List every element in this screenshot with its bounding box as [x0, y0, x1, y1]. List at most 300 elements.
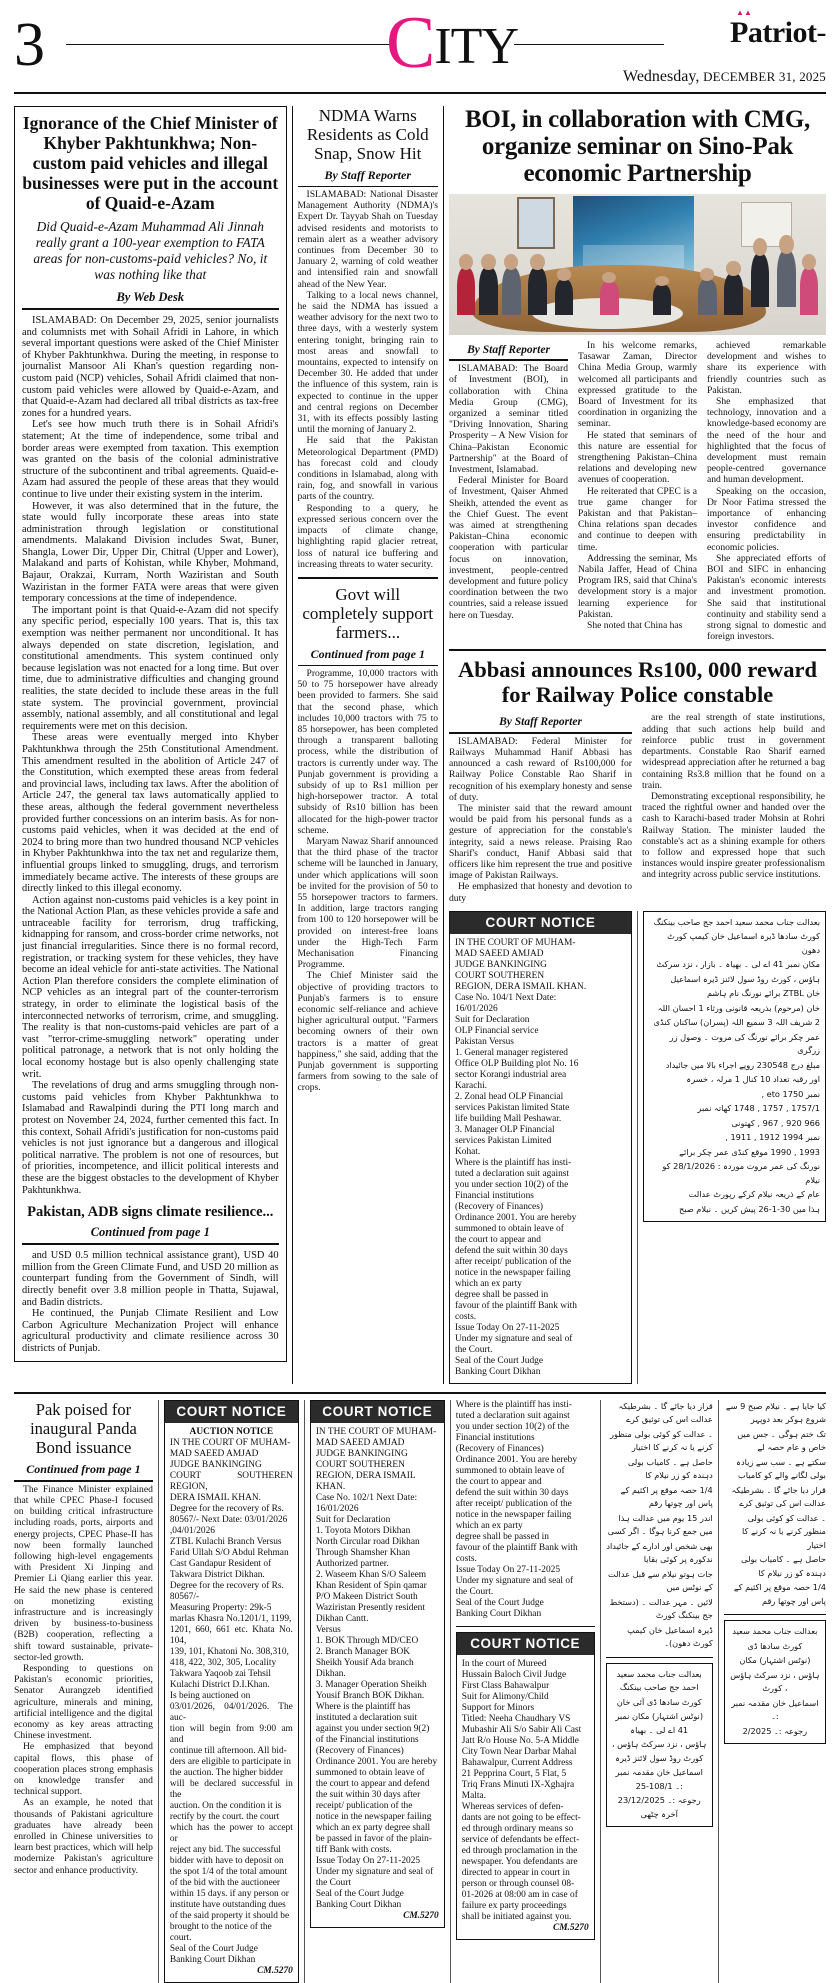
notice-line: DERA ISMAIL KHAN. — [169, 1492, 261, 1503]
paragraph: In his welcome remarks, Tasawar Zaman, Director China Media Group, warmly welcomed all participants and expressed gratitude to the Board of Investment for its coordination in organizing the seminar. — [578, 340, 697, 430]
notice-line: the Court. — [455, 1586, 494, 1597]
notice-line: Case No. 104/1 Next Date: — [455, 992, 557, 1003]
notice-line: ed through proclamation in the — [461, 1845, 578, 1856]
column-right — [449, 106, 826, 1384]
notice-line: you under section 10(2) of the — [455, 1179, 569, 1190]
page-content — [14, 106, 826, 1983]
brand-name: Patriot — [730, 16, 817, 49]
paragraph: achieved remarkable development and wishes to share its experience with friendly countries such as Pakistan. — [707, 340, 826, 396]
notice-line: 16/01/2026 — [455, 1003, 498, 1014]
photo-attendee — [751, 253, 770, 307]
paragraph: Demonstrating exceptional responsibility, he traced the rightful owner and handed over the cash to Karachi-based trader Mohsin at Rohri Railway Station. The minister lauded the constable's act as a shining example for others to follow and expressed hope that such instances would inspire greater professionalism and integrity across public service institutions. — [642, 790, 825, 881]
column-left — [14, 106, 287, 1384]
notice-line: COURT SOUTHEREN — [315, 1459, 405, 1470]
notice-line: KHAN. — [315, 1481, 346, 1492]
notice-line: which has the power to accept or — [169, 1822, 293, 1844]
seminar-photo — [449, 194, 826, 335]
section-divider — [606, 1657, 713, 1658]
paragraph: He continued, the Punjab Climate Resilient and Low Carbon Agriculture Mechanization Project will enhance agricultural productivity and climate resilience across 30 districts of Punjab. — [22, 1308, 279, 1354]
notice-line: Karachi. — [455, 1080, 488, 1091]
paragraph: She emphasized that technology, innovation and a knowledge-based economy are the need of the hour and highlighted that the focus of development must remain people-centred governance and human development. — [707, 396, 826, 486]
notice-line: Takwara Yaqoob zai Tehsil — [169, 1668, 271, 1679]
notice-line: Khan Resident of Spin qamar — [315, 1580, 427, 1591]
notice-line: Ordinance 2001. You are hereby — [455, 1454, 578, 1465]
adb-continued-label: Continued from page 1 — [22, 1225, 279, 1245]
notice-line: person or through counsel 08- — [461, 1878, 575, 1889]
notice-line: shall be initiated against you. — [461, 1911, 572, 1922]
notice-line: directed to appear in court in — [461, 1867, 570, 1878]
notice-line: حاصل ہے ۔ کامیاب بولی دہندہ کو زر نیلام کا — [627, 1456, 713, 1481]
notice-line: services Pakistan Limited — [455, 1135, 552, 1146]
paragraph: He stated that seminars of this nature are essential for strengthening Pakistan–China relations and developing new avenues of cooperation. — [578, 429, 697, 486]
notice-line: defend the suit within 30 days — [455, 1245, 568, 1256]
notice-line: بعدالت جناب محمد سعید — [732, 1626, 818, 1637]
notice-line: notice in the newspaper failing — [315, 1811, 432, 1822]
court-notice-box — [164, 1400, 299, 1983]
notice-line: Titled: Neeha Chaudhary VS — [461, 1713, 571, 1724]
photo-attendee — [502, 267, 521, 315]
paragraph: He emphasized that beyond capital flows, this phase of cooperation places strong emphasis on knowledge transfer and technical support. — [14, 1741, 153, 1798]
notice-line: 1/4 حصہ موقع پر اکثیم کے پاس اور چوتھا رقم — [620, 1484, 713, 1509]
notice-line: costs. — [455, 1311, 477, 1322]
notice-line: بعدالت جناب محمد سعید احمد جج صاحب بینکنگ — [653, 916, 820, 927]
notice-line: (Recovery of Finances) — [455, 1201, 543, 1212]
notice-line: Where is the plaintiff has insti- — [455, 1399, 572, 1410]
notice-line: Banking Court Dikhan — [455, 1366, 541, 1377]
abbasi-columns — [449, 712, 826, 903]
notice-line: favour of the plaintiff Bank with — [455, 1542, 578, 1553]
masthead-rule-left — [66, 44, 396, 45]
boi-columns — [449, 340, 826, 642]
notice-line: Issue Today On 27-11-2025 — [315, 1855, 421, 1866]
notice-line: 418, 422, 302, 305, Locality — [169, 1657, 277, 1668]
paragraph: These areas were eventually merged into Khyber Pakhtunkhwa through the 25th Constitutional Amendment. This amendment resulted in the abolition of Article 247 of the Constitution, which exempted these areas from federal and provincial laws, including tax laws. After the abolition of Article 247, the general tax laws automatically applied to these areas, although the federal government nevertheless provided further concessions on an interim basis. As for non-customs paid vehicles, when it was decided at the end of 2024 to bring more than two hundred thousand NCP vehicles in Khyber Pakhtunkhwa into the tax net and regularize them, influential groups linked to smuggling, drugs, and terrorism immediately became active. The interests of these groups are directly linked to this illegal economy. — [22, 732, 279, 895]
top-columns — [14, 106, 826, 1384]
court-notice-box — [449, 911, 632, 1384]
boi-column-1 — [449, 340, 568, 642]
paragraph: The important point is that Quaid-e-Azam did not specify any specific period, especially 100 years. That is, this tax exemption was neither permanent nor unconditional. It has always depended on state discretion, legislation, and constitutional amendments. This system continued only because legislation was not enacted for a long time. But over time, due to administrative difficulties and changing ground realities, the state decided to include these areas in the full state system. The provincial government, provincial assembly, national assembly, and all constitutional and legal requirements were met on this decision. — [22, 604, 279, 732]
farmers-body — [298, 668, 439, 1094]
urdu-notice-box — [724, 1620, 826, 1744]
notice-line: Suit for Declaration — [455, 1014, 530, 1025]
notice-line: Ordinance 2001. You are hereby — [455, 1212, 577, 1223]
notice-line: reject any bid. The successful — [169, 1844, 281, 1855]
notice-line: Sheikh Yousif Ada branch — [315, 1657, 414, 1668]
brand-dash: - — [816, 16, 826, 49]
notice-line: court. — [169, 1932, 192, 1943]
notice-line: Where is the plaintiff has — [315, 1701, 411, 1712]
notice-line: رجوعہ :۔ 23/12/2025 آخرہ چٹھی — [617, 1795, 701, 1819]
paragraph: However, it was also determined that in the future, the state would fully incorporate these areas into state administration through legislation or constitutional amendments. Malakand Division includes Swat, Buner, Shangla, Lower Dir, Upper Dir, Chitral (Upper and Lower), Malakand and parts of Kohistan, while Khyber, Mohmand, Bajaur, Orakzai, Kurram, North Waziristan and South Waziristan in the former FATA were areas that were given temporary concessions at the time of independence. — [22, 500, 279, 605]
notice-line: bidder with have to deposit on — [169, 1855, 284, 1866]
notice-ref: CM.5270 — [257, 1965, 293, 1976]
farmers-headline: Govt will completely support farmers... — [302, 584, 434, 642]
section-divider — [724, 1614, 826, 1615]
notice-line: Under my signature and seal of — [315, 1866, 434, 1877]
notice-line: IN THE COURT OF MUHAM- — [455, 937, 576, 948]
column-gap — [632, 712, 642, 903]
notice-line: OLP Financial service — [455, 1025, 539, 1036]
court-notice-body — [450, 934, 631, 1383]
paragraph: and USD 0.5 million technical assistance grant), USD 40 million from the Green Climate Fund, and USD 20 million as counterpart funding from the Government of Sindh, will directly benefit over 3.8 million people in Thatta, Sujawal, and Badin districts. — [22, 1250, 279, 1308]
notice-line: Authorized partner. — [315, 1558, 389, 1569]
notice-line: 2. Zonal head OLP Financial — [455, 1091, 564, 1102]
notice-line: Mubashir Ali S/o Sabir Ali Cast — [461, 1724, 582, 1735]
notice-line: Kulachi District D.I.Khan. — [169, 1679, 270, 1690]
urdu-notice-box — [606, 1663, 713, 1828]
notice-line: Triq Frans Minuti IX-Xghajra — [461, 1779, 575, 1790]
notice-ref: CM.5270 — [403, 1910, 439, 1921]
notice-line: 1/4 حصہ موقع پر اکثیم کے پاس اور چوتھا رقم — [733, 1582, 826, 1606]
boi-headline: BOI, in collaboration with CMG, organize seminar on Sino-Pak economic Partnership — [465, 106, 810, 187]
notice-line: Financial institutions — [455, 1432, 535, 1443]
notice-line: بھی شخص اور ادارے کے جائیداد ندکورہ پر کوئی بقایا — [606, 1540, 713, 1565]
notice-line: ہاؤس ، نزد سرکٹ ہاؤس ، کورٹ — [730, 1669, 820, 1694]
notice-line: نمبر 1750 eto , — [761, 1088, 820, 1099]
notice-line: کورٹ سادھا ڈی آئی خان — [616, 1696, 702, 1707]
notice-line: COURT SOUTHEREN REGION, — [169, 1470, 293, 1492]
notice-line: instituted a declaration suit — [315, 1712, 418, 1723]
notice-line: ,04/01/2026 — [169, 1525, 215, 1536]
notice-line: 1. General manager registered — [455, 1047, 568, 1058]
notice-line: کیا جایا ہے ۔ نیلام صبح 9 سے شروع ہوکر بعد دوپہر — [725, 1400, 826, 1425]
notice-line: Is being auctioned on — [169, 1690, 251, 1701]
notice-line: Dikhan. — [315, 1668, 346, 1679]
notice-line: will be declared successful in the — [169, 1778, 293, 1800]
notice-line: عام کے ذریعہ نیلام کرکے رپورٹ عدالت — [688, 1189, 820, 1200]
notice-line: favour of the plaintiff Bank with — [455, 1300, 577, 1311]
boi-column-3 — [707, 340, 826, 642]
section-divider — [456, 1626, 595, 1627]
notice-line: قرار دیا جائے گا ۔ بشرطیکہ عدالت اس کی توثیق کرے — [618, 1400, 713, 1425]
notice-line: 80567/- — [169, 1591, 200, 1602]
notice-line: costs. — [455, 1553, 477, 1564]
section-title — [386, 2, 518, 84]
court-notice-body — [457, 1655, 594, 1939]
notice-line: failure ex party proceedings — [461, 1900, 567, 1911]
abbasi-column-1 — [449, 712, 632, 903]
notice-line: اسماعیل خان مقدمہ نمبر :۔ 108/1-25 — [615, 1767, 703, 1791]
notice-line: dants are not going to be effect- — [461, 1812, 581, 1823]
notice-line: Under my signature and seal of — [455, 1575, 574, 1586]
notice-line: 3. Manager Operation Sheikh — [315, 1679, 427, 1690]
notice-line: ders are eligible to participate in — [169, 1756, 291, 1767]
notice-line: Kohat. — [455, 1146, 481, 1157]
notice-line: Pakistan Versus — [455, 1036, 514, 1047]
auction-notice-lines — [170, 1438, 293, 1966]
photo-attendee — [528, 267, 547, 315]
notice-line: Office OLP Building plot No. 16 — [455, 1058, 579, 1069]
newspaper-page — [0, 2, 840, 1976]
notice-line: of the bid with the auctioneer — [169, 1877, 281, 1888]
section-divider — [449, 649, 826, 651]
notice-line: IN THE COURT OF MUHAM- — [169, 1437, 291, 1448]
notice-line: Ordinance 2001. You are hereby — [315, 1756, 438, 1767]
panda-headline: Pak poised for inaugural Panda Bond issuance — [30, 1399, 137, 1457]
paragraph: ISLAMABAD: On December 29, 2025, senior journalists and columnists met with Sohail Afridi in Lahore, in which several important questions were asked of the Chief Minister of Khyber Pakhtunkhwa. During the meeting, in response to journalist Mansoor Ali Khan's question regarding non-custom paid (NCP) vehicles, Sohail Afridi claimed that non-custom paid vehicles were allowed by Quaid-e-Azam, and that Quaid-e-Azam had declared all tribal districts as tax-free zones for a hundred years. — [22, 315, 279, 419]
notice-line: 16/01/2026 — [315, 1503, 359, 1514]
notice-line: Issue Today On 27-11-2025 — [455, 1322, 560, 1333]
column-divider — [718, 1400, 719, 1983]
paragraph: Talking to a local news channel, he said the NDMA has issued a weather advisory for the next two to three days, with a westerly system entering tonight, bringing rain to most areas and snowfall to mountains, expected to intensify on December 30. He added that under the influence of this system, rain is expected to continue in the upper and central regions on December 31, with its effects possibly lasting until the morning of January 2. — [297, 289, 439, 436]
notice-line: degree shall be passed in — [455, 1289, 549, 1300]
brand-accent-mark: ▲▲ — [736, 8, 752, 17]
notice-line: اندر 15 یوم میں عدالت ہذا میں جمع کرنا ہوگا ۔ اگر کسی — [607, 1512, 713, 1537]
column-middle — [298, 106, 439, 1384]
notice-line: the auction. The higher bidder — [169, 1767, 283, 1778]
court-notice-body — [165, 1423, 298, 1982]
notice-line: against you under section 9(2) — [315, 1723, 430, 1734]
notice-line: of the Financial institutions — [315, 1734, 419, 1745]
bottom-section-rule — [14, 1392, 826, 1394]
masthead-bottom-rule — [14, 92, 826, 94]
notice-line: Yousif Branch BOK Dikhan. — [315, 1690, 425, 1701]
main-article-headline: Ignorance of the Chief Minister of Khyber Pakhtunkhwa; Non-custom paid vehicles and illegal businesses were put in the account of Quaid-e-Azam — [22, 113, 279, 213]
notice-line: life building Mall Peshawar. — [455, 1113, 562, 1124]
court-notice-1 — [449, 911, 632, 1384]
notice-line: 1757/1 , 1757 , 1748 کھاتہ نمبر — [697, 1103, 820, 1114]
paragraph: Responding to a query, he expressed serious concern over the impacts of climate change, highlighting rapid glacier retreat, loss of natural ice buffering and increasing threats to water security. — [297, 502, 439, 570]
continuation-notice-body — [456, 1400, 595, 1620]
notice-ref: CM.5270 — [552, 1922, 589, 1933]
column-divider — [450, 1400, 451, 1983]
notice-line: بعدالت جناب محمد سعید احمد جج صاحب بینکنگ — [616, 1668, 702, 1693]
paragraph: As an example, he noted that thousands of Pakistani agriculture graduates have already been enrolled in Chinese universities to learn best practices, which will help modernize Pakistan's agriculture sector and enhance productivity. — [14, 1797, 153, 1876]
paragraph: Let's see how much truth there is in Sohail Afridi's statement; At the time of independence, some tribal and border areas were exempted from taxation. This exemption was granted on the basis of the colonial administrative structure of the subcontinent and tribal agreements. Quaid-e-Azam had assured the people of these areas that they would continue to live under their existing system in the interim. — [22, 419, 279, 500]
notice-line: P/O Makeen District South — [315, 1591, 418, 1602]
notice-line: after receipt/ publication of the — [455, 1256, 572, 1267]
notice-line: Suit for Declaration — [315, 1514, 391, 1525]
notice-line: Under my signature and seal of — [455, 1333, 573, 1344]
paragraph: The Finance Minister explained that while CPEC Phase-I focused on building critical infrastructure including roads, ports, airports and energy projects, CPEC Phase-II has now been formally launched following high-level engagements with President Xi Jinping and Premier Li Qiang earlier this year. He said the new phase is centered on monetizing existing infrastructure and is increasingly driven by business-to-business (B2B) cooperation, reflecting a shift toward sustainable, private-sector-led growth. — [14, 1483, 153, 1663]
photo-attendee — [457, 267, 476, 315]
notice-line: Case No. 102/1 Next Date: — [315, 1492, 418, 1503]
notice-line: 1201, 660, 661 etc. Khata No. 104, — [169, 1624, 293, 1646]
court-notice-box — [310, 1400, 445, 1928]
notice-line: (نوٹس اشتہار) مکان نمبر 41 اے لی ۔ بھیاہ — [615, 1711, 704, 1735]
paragraph: Programme, 10,000 tractors with 50 to 75 horsepower have already been provided to farmers. She said that the second phase, which includes 10,000 tractors with 75 to 85 horsepower, has been completed through a transparent balloting process, while the distribution of tractors is currently under way. The Punjab government is providing a subsidy of up to Rs1 million per high-horsepower tractor. A total subsidy of Rs10 billion has been allocated for the high-power tractor scheme. — [297, 667, 439, 836]
notice-line: سکتے ہے ۔ سب سے زیادہ بولی لگانے والے کو کامیاب — [736, 1456, 826, 1481]
adb-body — [22, 1250, 279, 1354]
notice-line: JUDGE BANKINGING — [315, 1448, 408, 1459]
ndma-headline: NDMA Warns Residents as Cold Snap, Snow Hit — [306, 106, 429, 163]
notice-line: Cast Gandapur Resident of — [169, 1558, 272, 1569]
notice-line: REGION, DERA ISMAIL — [315, 1470, 416, 1481]
notice-line: be passed in favor of the plain- — [315, 1833, 432, 1844]
column-divider — [443, 106, 444, 1384]
notice-line: لائیں ۔ مہر عدالت ۔ (دستخط جج بینکنگ کورٹ — [609, 1596, 713, 1621]
court-notice-header: COURT NOTICE — [450, 912, 631, 934]
notice-line: Seal of the Court Judge — [455, 1597, 544, 1608]
photo-attendee — [653, 284, 672, 315]
dateline — [623, 68, 826, 86]
toyota-notice-column — [310, 1400, 445, 1983]
panda-continued-label: Continued from page 1 — [14, 1462, 153, 1482]
notice-line: ہاؤس ، کورٹ روڈ سول لائنز ڈیرہ اسماعیل — [670, 973, 820, 984]
photo-attendee — [724, 273, 743, 315]
notice-line: auction. On the condition it is — [169, 1800, 282, 1811]
notice-line: after receipt/ publication of the — [455, 1498, 572, 1509]
photo-attendee — [555, 279, 574, 316]
paragraph: He reiterated that CPEC is a true game changer for Pakistan and that Pakistan–China relations span decades and continue to deepen with time. — [578, 485, 697, 553]
notice-line: Whereas services of defen- — [461, 1801, 564, 1812]
paragraph: She appreciated efforts of BOI and SIFC in enhancing Pakistan's economic interests and investment promotion. She said that institutional continuity and stability send a strong signal to domestic and foreign investors. — [707, 552, 826, 643]
section-title-rest: ITY — [434, 18, 518, 75]
notice-line: Through Shamsher Khan — [315, 1547, 411, 1558]
notice-line: Malta. — [461, 1790, 486, 1801]
photo-attendee — [479, 267, 498, 315]
notice-line: جات ہوتو نیلام سے قبل عدالت کے نوٹس میں — [608, 1568, 713, 1593]
continuation-notice-column — [456, 1400, 595, 1983]
main-article-box — [14, 106, 287, 1362]
notice-line: the court to appear and — [455, 1476, 542, 1487]
notice-line: Versus — [315, 1624, 341, 1635]
paragraph: She noted that China has — [587, 620, 683, 632]
notice-line: ۔ عدالت کو کوئی بولی منظور کرنے یا نہ کرنے کا اختیار — [610, 1428, 713, 1453]
notice-line: Issue Today On 27-11-2025 — [455, 1564, 561, 1575]
notices-upper-row — [449, 911, 826, 1384]
brand-logo — [730, 8, 826, 50]
dateline-date: DECEMBER 31, 2025 — [703, 69, 826, 84]
notice-line: City Town Near Darbar Mahal — [461, 1746, 577, 1757]
notice-line: defend the suit within 30 days — [455, 1487, 569, 1498]
notice-line: Jatt R/o House No. 5-A Middle — [461, 1735, 579, 1746]
notice-line: the Court. — [455, 1344, 493, 1355]
column-divider — [158, 1400, 159, 1983]
notice-line: sector Korangi industrial area — [455, 1069, 567, 1080]
ndma-body — [298, 189, 439, 570]
column-divider — [304, 1400, 305, 1983]
notice-line: مبلغ درج 230548 روپے اجراء بالا میں جائیداد — [665, 1059, 820, 1070]
notice-line: 03/01/2026, 04/01/2026. The auc- — [169, 1701, 293, 1723]
notice-line: 80567/- Next Date: 03/01/2026 — [169, 1514, 288, 1525]
notice-line: ہذا میں 30-1-26 پیش کریں ۔ نیلام صبح — [678, 1203, 820, 1214]
notice-line: you under section 10(2) of the — [455, 1421, 569, 1432]
notice-line: marlas Khasra No.1201/1, 1199, — [169, 1613, 292, 1624]
notice-line: 3. Manager OLP Financial — [455, 1124, 555, 1135]
notice-line: MAD SAEED AMJAD — [455, 948, 544, 959]
ndma-byline: By Staff Reporter — [298, 168, 439, 187]
notice-line: the court to appear and — [455, 1234, 541, 1245]
notice-line: حاصل ہے ۔ کامیاب بولی دہندہ کو زر نیلام کا — [741, 1554, 826, 1578]
notice-line: JUDGE BANKINGING — [455, 959, 547, 970]
urdu-notice-text — [724, 1400, 826, 1609]
auction-notice-title: AUCTION NOTICE — [189, 1426, 274, 1437]
notice-line: 1. Toyota Motors Dikhan — [315, 1525, 411, 1536]
photo-presentation-screen — [573, 196, 694, 272]
boi-byline: By Staff Reporter — [449, 345, 568, 361]
notice-line: رجوعہ :۔ 2/2025 — [742, 1725, 808, 1736]
photo-attendee — [698, 279, 717, 316]
urdu-notice-text — [606, 1400, 713, 1651]
paragraph: The revelations of drug and arms smuggling through non-customs paid vehicles from Khyber Pakhtunkhwa to Islamabad and Rawalpindi during the PTI long march and protest on November 24, 2024, further cemented this fact. In this context, Sohail Afridi's justification for non-customs paid vehicles is not just ignorance but a dangerous and illogical political narrative. The problem is not one of resources, but of priorities, incompetence, and illicit political interests and these are the biggest obstacles to the development of Khyber Pakhtunkhwa. — [22, 1080, 279, 1196]
column-gap — [697, 340, 707, 642]
dateline-weekday: Wednesday, — [623, 68, 700, 85]
notice-line: ۔ عدالت کو کوئی بولی منظور کرنے یا نہ کرنے کا اختیار — [741, 1512, 826, 1550]
notice-line: rectify by the court. the court — [169, 1811, 280, 1822]
notice-line: 01-2026 at 08:00 am in case of — [461, 1889, 578, 1900]
notice-line: خان (مرحوم) بذریعہ قانونی ورثاء 1 احسان اللہ — [657, 1002, 820, 1013]
column-gap — [568, 340, 578, 642]
paragraph: Action against non-customs paid vehicles is a key point in the National Action Plan, as these vehicles provide a safe and untraceable facility for terrorism, drug trafficking, kidnapping for ransom, and cross-border crime networks, not just financial irregularities. Since there is no formal record, registration, or tracking system for these vehicles, they have become an ideal vehicle for anti-state activities. The National Action Plan therefore considers the complete elimination of NCP vehicles as an integral part of the counter-terrorism strategy, in order to eliminate the logistical basis of the interconnected networks of terrorism, crime, and smuggling. The reality is that non-customs-paid vehicles are part of a vast "terror-crime-smuggling network" operating under political patronage, a network that is not only holding the local economy hostage but is also openly challenging state writ. — [22, 894, 279, 1080]
paragraph: Speaking on the occasion, Dr Noor Fatima stressed the importance of enhancing investor confidence and ensuring predictability in economic policies. — [707, 485, 826, 553]
brand-block — [730, 8, 826, 50]
panda-column — [14, 1400, 153, 1983]
abbasi-column-2 — [642, 712, 825, 903]
notice-line: tiff Bank with costs. — [315, 1844, 392, 1855]
notice-line: MAD SAEED AMJAD — [169, 1448, 259, 1459]
boi-column-2 — [578, 340, 697, 642]
section-divider — [298, 577, 439, 579]
notice-line: اسماعیل خان مقدمہ نمبر :۔ — [731, 1697, 819, 1722]
notice-line: 2 شریف اللہ 3 سمیع اللہ (پسران) ساکنان کنڈی — [653, 1017, 820, 1028]
notice-line: Where is the plaintiff has insti- — [455, 1157, 572, 1168]
byline-divider — [22, 308, 279, 310]
notice-line: نمبر 1994 1912 , 1911 , — [725, 1132, 820, 1143]
notice-line: (نوٹس اشتہار) مکان — [739, 1655, 811, 1666]
notice-line: (Recovery of Finances) — [315, 1745, 404, 1756]
urdu-notice-box — [643, 911, 826, 1223]
notice-line: ed through ordinary means so — [461, 1823, 574, 1834]
paragraph: ISLAMABAD: National Disaster Management Authority (NDMA)'s Expert Dr. Tayyab Shah on Tuesday advised residents and motorists to remain alert as a weather advisory continues from December 30 to January 2, warning of cold weather and intensified rain and snowfall ahead of the New Year. — [297, 189, 439, 290]
notice-line: within 15 days. if any person or — [169, 1888, 289, 1899]
paragraph: He emphasized that honesty and devotion to duty — [449, 881, 632, 904]
urdu-column-1 — [606, 1400, 713, 1983]
notice-line: تک ختم ہوگی ۔ جس میں خاص و عام حصہ لے — [737, 1428, 826, 1453]
notice-line: which an ex party degree shall — [315, 1822, 431, 1833]
notice-line: 21 Pepprina Court, 5 Flat, 5 — [461, 1768, 567, 1779]
paragraph: ISLAMABAD: The Board of Investment (BOI), in collaboration with China Media Group (CMG), organized a seminar titled "Driving Innovation, Sharing Prosperity – A New Vision for China–Pakistan Economic Partnership" at the Board of Investment, Islamabad. — [449, 363, 568, 476]
urdu-column-2 — [724, 1400, 826, 1983]
notice-line: 139, 101, Khatoni No. 308,310, — [169, 1646, 289, 1657]
court-notice-body — [311, 1423, 444, 1927]
notice-line: notice in the newspaper failing — [455, 1509, 572, 1520]
alimony-notice-lines — [462, 1659, 589, 1923]
notice-line: which an ex party — [455, 1278, 522, 1289]
adb-headline: Pakistan, ADB signs climate resilience... — [27, 1204, 274, 1221]
notice-line: 1993 , 1990 موقع کنڈی عمر چکر برائے — [679, 1146, 820, 1157]
page-number: 3 — [14, 11, 45, 79]
notice-line: عمر چکر برائے نورنگ کی مروت ۔ وصول زر زرگری — [669, 1031, 820, 1056]
notice-line: کورٹ سادھا ڈی — [747, 1640, 803, 1651]
notice-line: خان ZTBL برائے نورنگ نام ہاشم — [706, 988, 820, 999]
court-notice-box — [456, 1632, 595, 1940]
notice-line: ہاؤس ، نزد سرکٹ ہاؤس ، کورٹ روڈ سول لائنز ڈیرہ — [611, 1739, 707, 1763]
column-divider — [637, 911, 638, 1384]
notice-line: Dikhan Cantt. — [315, 1613, 369, 1624]
farmers-continued-label: Continued from page 1 — [298, 647, 439, 666]
main-article-byline: By Web Desk — [116, 290, 185, 304]
paragraph: Addressing the seminar, Ms Nabila Jaffer, Head of China Program IRS, said that China's development story is a major learning experience for Pakistan. — [578, 552, 697, 620]
notice-line: COURT SOUTHEREN — [455, 970, 545, 981]
notice-line: summoned to obtain leave of — [455, 1465, 565, 1476]
notice-line: Seal of the Court Judge — [315, 1888, 404, 1899]
notice-line: the court to appear and defend — [315, 1778, 430, 1789]
notice-line: receipt/ publication of the — [315, 1800, 413, 1811]
notice-line: degree shall be passed in — [455, 1531, 549, 1542]
masthead-rule-right — [514, 44, 664, 45]
notice-line: First Class Bahawalpur — [461, 1680, 550, 1691]
notice-line: services Pakistan limited State — [455, 1102, 570, 1113]
abbasi-headline: Abbasi announces Rs100, 000 reward for Railway Police constable — [457, 657, 817, 708]
notice-line: Seal of the Court Judge — [169, 1943, 258, 1954]
notice-line: ZTBL Kulachi Branch Versus — [169, 1536, 282, 1547]
auction-notice-column — [164, 1400, 299, 1983]
notice-line: Degree for the recovery of Rs. — [169, 1503, 284, 1514]
urdu-notice-1 — [643, 911, 826, 1384]
notice-line: MAD SAEED AMJAD — [315, 1437, 405, 1448]
notice-line: JUDGE BANKINGING — [169, 1459, 262, 1470]
